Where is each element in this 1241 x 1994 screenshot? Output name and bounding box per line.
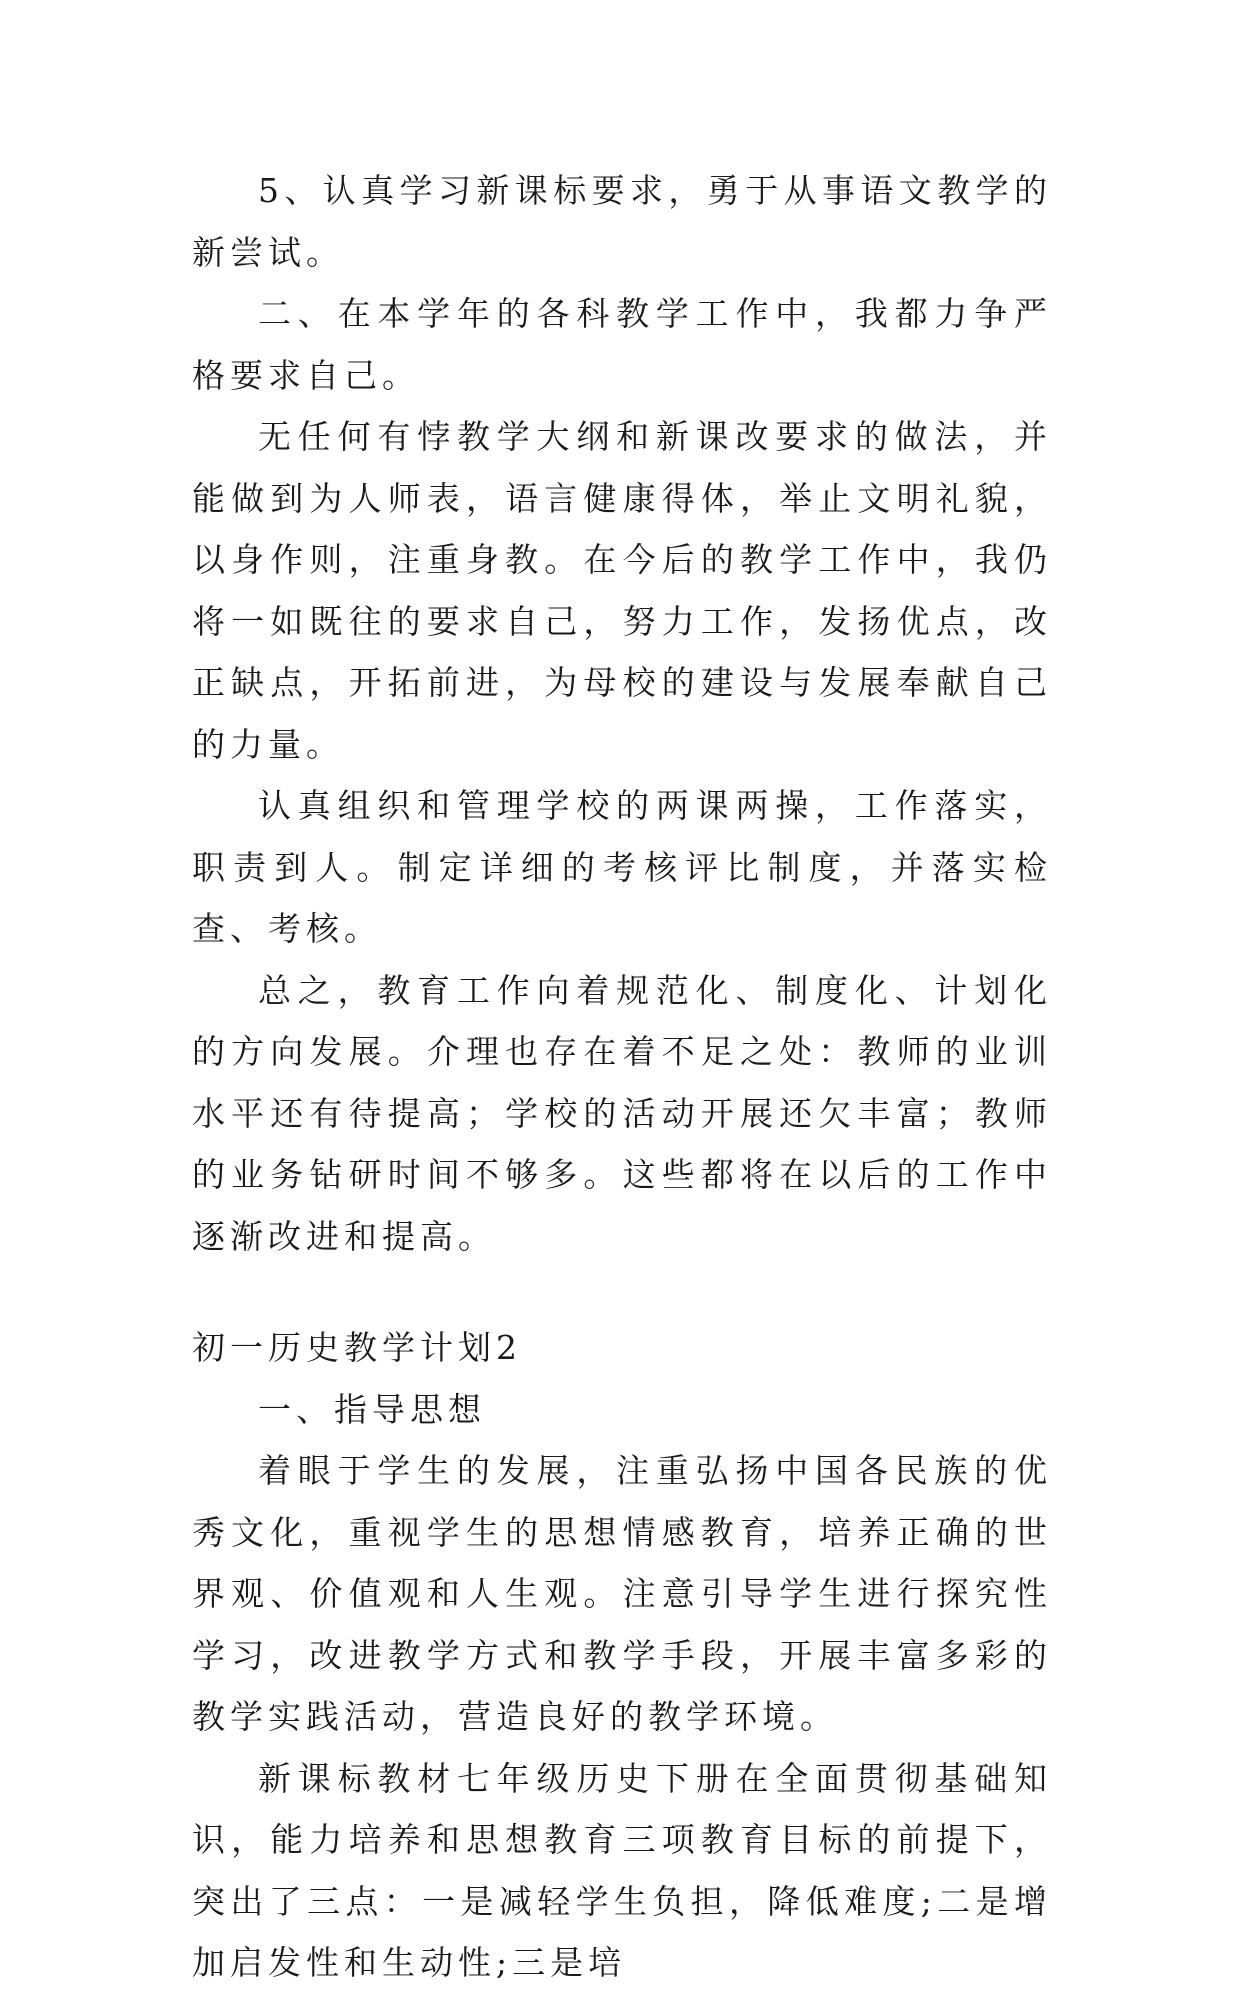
paragraph-summary: 总之，教育工作向着规范化、制度化、计划化的方向发展。介理也存在着不足之处：教师的业训水平还有待提高；学校的活动开展还欠丰富；教师的业务钻研时间不够多。这些都将在以后的工作中逐渐改进和提高。: [192, 970, 1052, 1256]
document-page: [192, 160, 1052, 1994]
section-title: 初一历史教学计划2: [192, 1328, 522, 1367]
section-divider-space: [192, 1267, 1052, 1317]
paragraph-teaching-conduct: 无任何有悖教学大纲和新课改要求的做法，并能做到为人师表，语言健康得体，举止文明礼貌，以身作则，注重身教。在今后的教学工作中，我仍将一如既往的要求自己，努力工作，发扬优点，改正缺点，开拓前进，为母校的建设与发展奉献自己的力量。: [192, 417, 1052, 764]
paragraph-guiding-ideology-heading: 一、指导思想: [258, 1389, 486, 1429]
paragraph-guiding-ideology: 着眼于学生的发展，注重弘扬中国各民族的优秀文化，重视学生的思想情感教育，培养正确的世界观、价值观和人生观。注意引导学生进行探究性学习，改进教学方式和教学手段，开展丰富多彩的教学实践活动，营造良好的教学环境。: [192, 1451, 1052, 1736]
paragraph-item-5: 5、认真学习新课标要求，勇于从事语文教学的新尝试。: [192, 171, 1052, 272]
paragraph-section-two-heading: 二、在本学年的各科教学工作中，我都力争严格要求自己。: [192, 294, 1052, 395]
paragraph-textbook-overview: 新课标教材七年级历史下册在全面贯彻基础知识，能力培养和思想教育三项教育目标的前提下，突出了三点：一是减轻学生负担，降低难度;二是增加启发性和生动性;三是培: [192, 1758, 1052, 1982]
paragraph-management: 认真组织和管理学校的两课两操，工作落实，职责到人。制定详细的考核评比制度，并落实检查、考核。: [192, 786, 1052, 948]
